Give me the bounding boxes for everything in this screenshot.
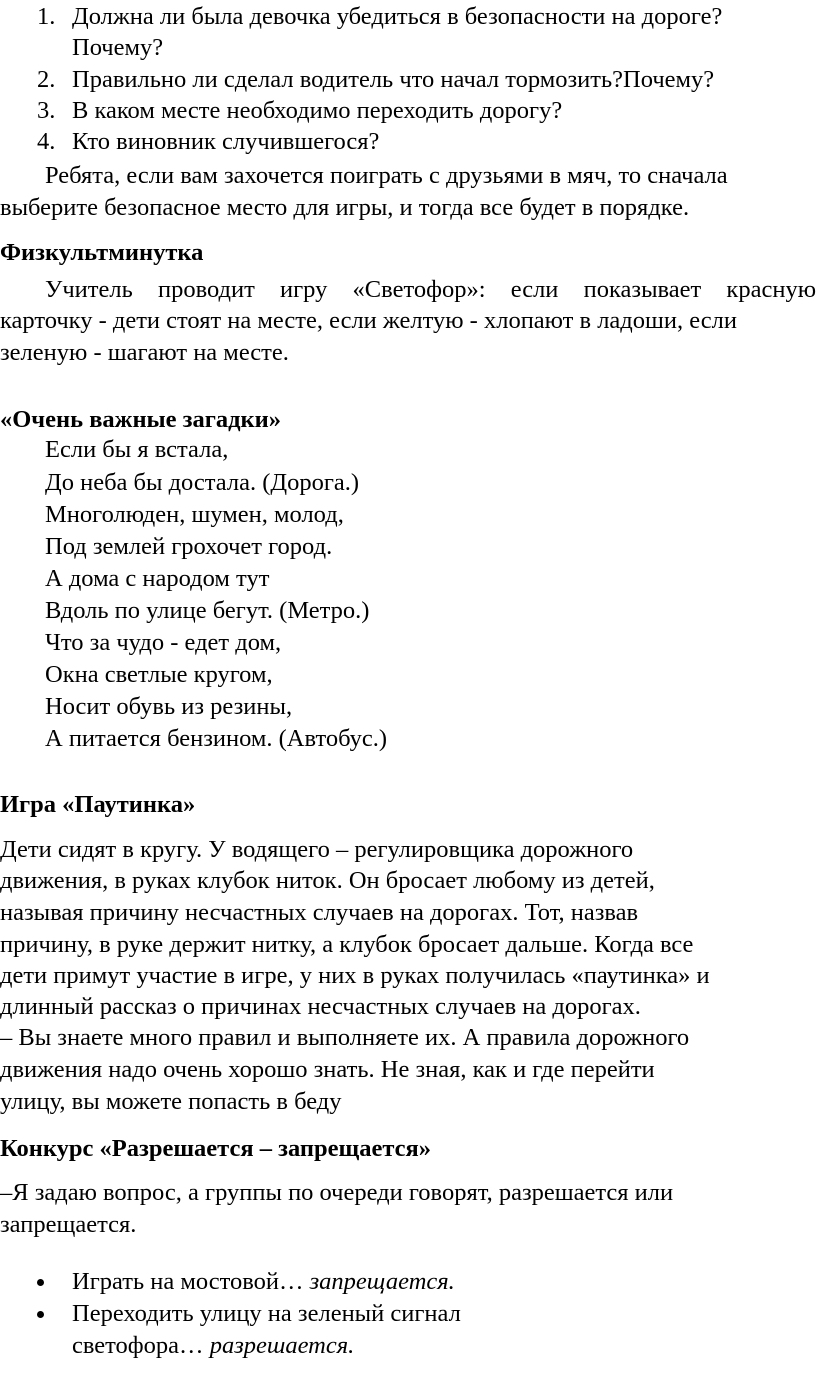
riddle-line: А дома с народом тут (45, 565, 270, 592)
riddle-line: Что за чудо - едет дом, (45, 629, 282, 656)
bullet-icon (37, 1279, 44, 1286)
web-game-line: дети примут участие в игре, у них в руках получилась «паутинка» и (0, 962, 710, 989)
contest-line-1: –Я задаю вопрос, а группы по очереди говорят, разрешается или (0, 1179, 674, 1206)
bullet-answer: запрещается. (309, 1268, 455, 1295)
riddle-line: Под землей грохочет город. (45, 533, 333, 560)
web-game-line: называя причину несчастных случаев на дорогах. Тот, назвав (0, 899, 639, 926)
list-number: 3. (37, 97, 56, 124)
riddle-line: Вдоль по улице бегут. (Метро.) (45, 597, 370, 624)
bullet-answer: разрешается. (209, 1332, 355, 1359)
web-game-line: Дети сидят в кругу. У водящего – регулировщика дорожного (0, 836, 634, 863)
list-number: 4. (37, 128, 56, 155)
bullet-icon (37, 1311, 44, 1318)
intro-line-2: выберите безопасное место для игры, и тогда все будет в порядке. (0, 194, 690, 221)
intro-line-1: Ребята, если вам захочется поиграть с друзьями в мяч, то сначала (45, 162, 728, 189)
bullet-text: светофора… (72, 1332, 210, 1359)
bullet-text: Играть на мостовой… (72, 1268, 310, 1295)
fizkult-line-1: Учитель проводит игру «Светофор»: если показывает красную (45, 276, 816, 303)
question-4: Кто виновник случившегося? (72, 128, 380, 155)
riddle-line: Если бы я встала, (45, 436, 229, 463)
list-number: 2. (37, 66, 56, 93)
question-1-line-2: Почему? (72, 34, 164, 61)
question-3: В каком месте необходимо переходить дорогу? (72, 97, 563, 124)
fizkult-line-2: карточку - дети стоят на месте, если желтую - хлопают в ладоши, если (0, 307, 737, 334)
riddle-line: Окна светлые кругом, (45, 661, 273, 688)
contest-bullet-1 (72, 1267, 455, 1297)
contest-bullet-2-line-1: Переходить улицу на зеленый сигнал (72, 1300, 461, 1327)
fizkult-line-3: зеленую - шагают на месте. (0, 339, 289, 366)
web-game-line: улицу, вы можете попасть в беду (0, 1088, 342, 1115)
web-game-line: длинный рассказ о причинах несчастных случаев на дорогах. (0, 993, 641, 1020)
riddle-line: А питается бензином. (Автобус.) (45, 725, 388, 752)
question-1-line-1: Должна ли была девочка убедиться в безопасности на дороге? (72, 3, 723, 30)
contest-bullet-2-line-2 (72, 1331, 354, 1361)
web-game-line: движения надо очень хорошо знать. Не зная, как и где перейти (0, 1056, 655, 1083)
section-heading-contest: Конкурс «Разрешается – запрещается» (0, 1135, 432, 1162)
riddle-line: Носит обувь из резины, (45, 693, 293, 720)
riddle-line: Многолюден, шумен, молод, (45, 501, 344, 528)
question-2: Правильно ли сделал водитель что начал тормозить?Почему? (72, 66, 715, 93)
web-game-line: – Вы знаете много правил и выполняете их. А правила дорожного (0, 1024, 690, 1051)
section-heading-riddles: «Очень важные загадки» (0, 406, 282, 433)
contest-line-2: запрещается. (0, 1211, 137, 1238)
list-number: 1. (37, 3, 56, 30)
section-heading-fizkult: Физкультминутка (0, 239, 204, 266)
riddle-line: До неба бы достала. (Дорога.) (45, 469, 360, 496)
web-game-line: движения, в руках клубок ниток. Он бросает любому из детей, (0, 867, 655, 894)
section-heading-web-game: Игра «Паутинка» (0, 791, 196, 818)
web-game-line: причину, в руке держит нитку, а клубок бросает дальше. Когда все (0, 931, 694, 958)
